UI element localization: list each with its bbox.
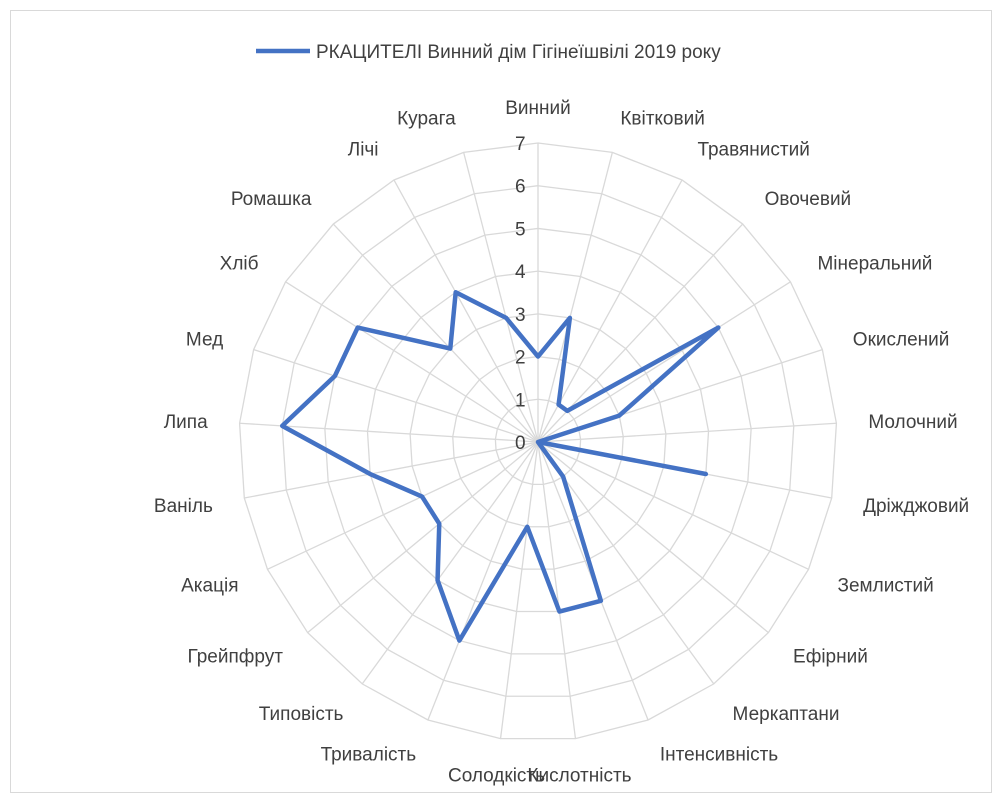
legend-label: РКАЦИТЕЛІ Винний дім Гігінеїшвілі 2019 року bbox=[316, 42, 721, 63]
radial-tick-label: 1 bbox=[515, 390, 526, 412]
grid-spoke bbox=[538, 152, 612, 442]
category-label: Ефірний bbox=[793, 646, 868, 668]
category-label: Травянистий bbox=[697, 139, 810, 161]
grid-spoke bbox=[538, 442, 768, 633]
category-label: Типовість bbox=[258, 704, 344, 726]
category-label: Молочний bbox=[868, 411, 958, 433]
category-label: Кислотність bbox=[527, 765, 632, 787]
category-label: Меркаптани bbox=[732, 704, 840, 726]
series-line-0 bbox=[282, 292, 718, 640]
radial-tick-label: 0 bbox=[515, 433, 526, 454]
category-label: Окислений bbox=[852, 329, 950, 351]
grid-spoke bbox=[308, 442, 538, 633]
category-label: Мінеральний bbox=[817, 253, 933, 275]
category-label: Лічі bbox=[347, 139, 379, 161]
radial-tick-label: 6 bbox=[515, 176, 526, 198]
radial-tick-label: 7 bbox=[515, 134, 526, 155]
category-label: Мед bbox=[185, 329, 224, 351]
category-label: Ваніль bbox=[153, 495, 213, 517]
series-layer bbox=[282, 292, 718, 640]
category-label: Інтенсивність bbox=[659, 744, 779, 766]
grid-spoke bbox=[538, 442, 809, 569]
category-label: Солодкість bbox=[447, 765, 546, 787]
category-label: Землистий bbox=[837, 575, 934, 597]
grid-spoke bbox=[538, 282, 790, 442]
category-label: Тривалість bbox=[320, 744, 417, 766]
legend bbox=[256, 42, 721, 63]
category-label: Дріжджовий bbox=[863, 495, 970, 517]
grid-spoke bbox=[267, 442, 538, 569]
grid-spoke bbox=[464, 152, 538, 442]
category-label: Винний bbox=[505, 98, 571, 119]
grid-spoke bbox=[244, 442, 538, 498]
category-label: Ромашка bbox=[230, 188, 312, 210]
category-label: Хліб bbox=[219, 253, 259, 275]
radial-tick-label: 2 bbox=[515, 347, 526, 369]
grid-spoke bbox=[286, 282, 538, 442]
radial-tick-label: 3 bbox=[515, 304, 526, 326]
radial-ticks bbox=[515, 134, 526, 454]
category-label: Акація bbox=[181, 575, 239, 597]
category-label: Грейпфрут bbox=[187, 646, 283, 668]
category-labels bbox=[154, 98, 969, 786]
grid-spoke bbox=[428, 442, 538, 720]
category-label: Квітковий bbox=[620, 108, 705, 130]
category-label: Курага bbox=[397, 108, 456, 130]
category-label: Овочевий bbox=[764, 188, 852, 210]
category-label: Липа bbox=[163, 411, 208, 433]
radial-tick-label: 5 bbox=[515, 219, 526, 241]
radial-tick-label: 4 bbox=[515, 262, 526, 284]
